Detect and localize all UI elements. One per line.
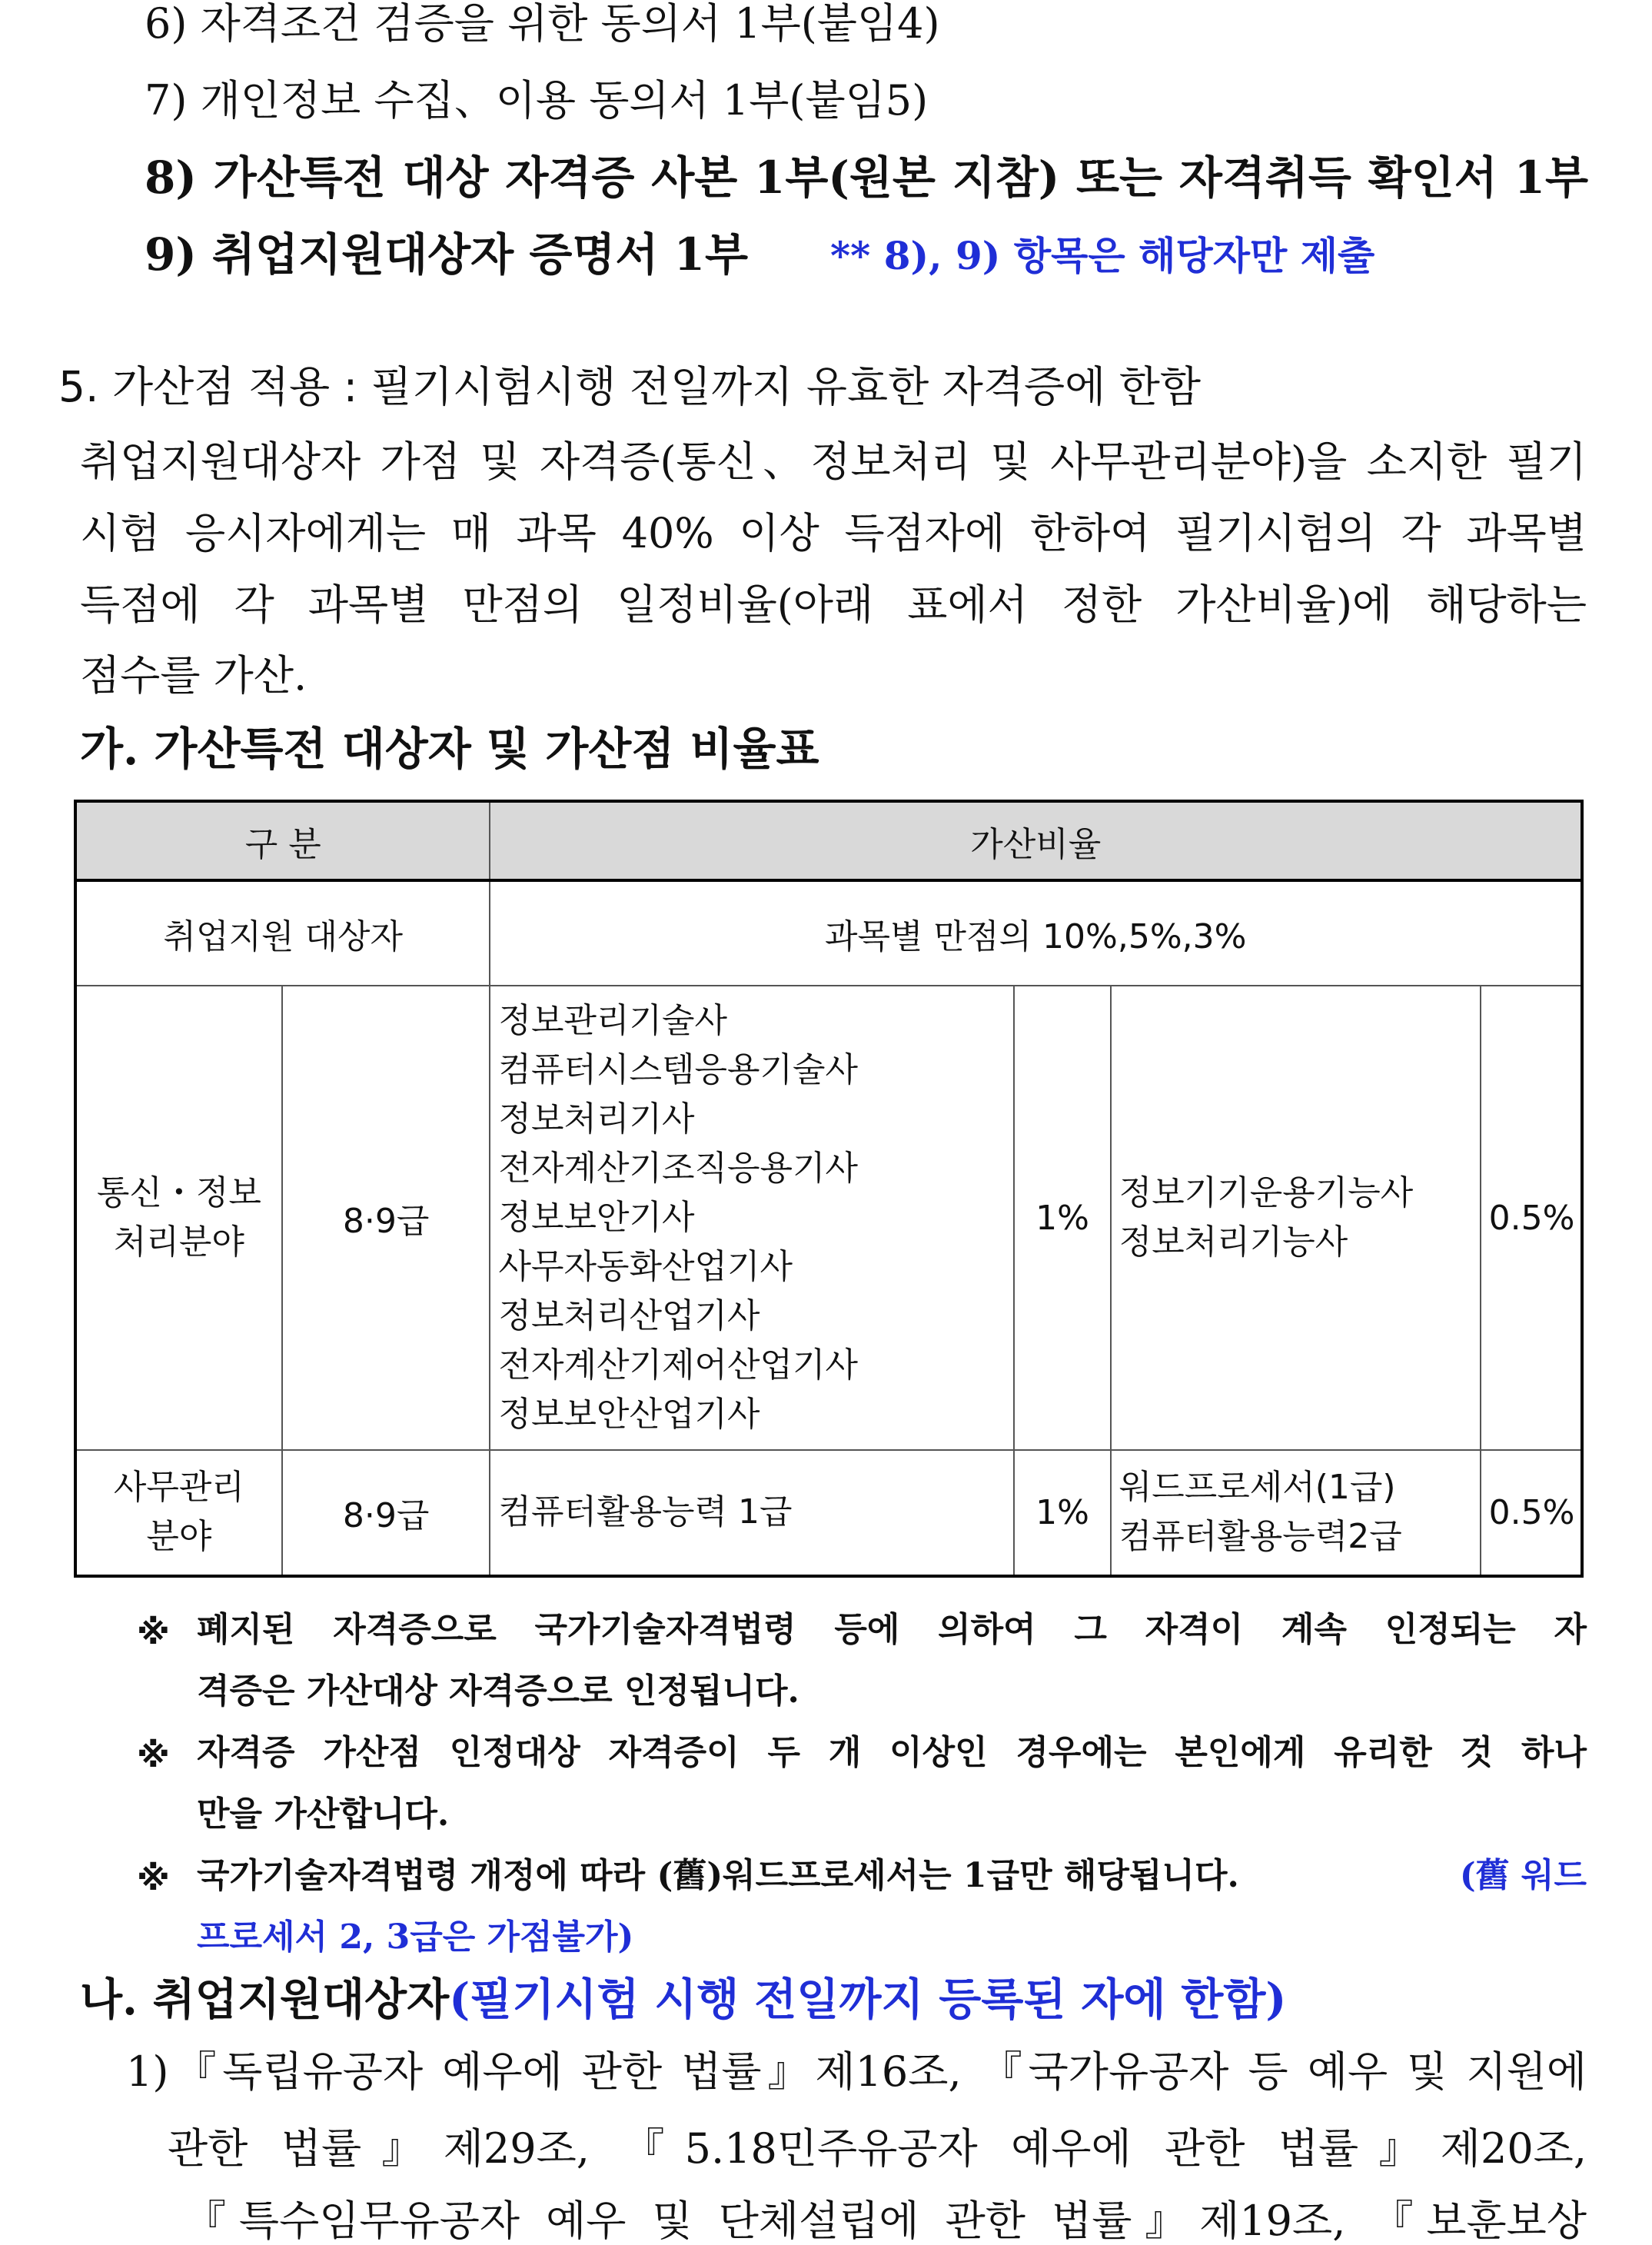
- office-certs-a: 컴퓨터활용능력 1급: [490, 1450, 1014, 1576]
- note-line: 국가기술자격법령 개정에 따라 (舊)워드프로세서는 1급만 해당됩니다. (舊 워드: [197, 1856, 1587, 1895]
- na-item1-line: 1)『독립유공자 예우에 관한 법률』제16조, 『국가유공자 등 예우 및 지원에: [126, 2047, 1587, 2096]
- office-grade: 8·9급: [282, 1450, 490, 1576]
- note-mark: ※: [137, 1736, 170, 1775]
- section5-paragraph-line: 점수를 가산.: [80, 651, 307, 700]
- it-certs-b: 정보기기운용기능사 정보처리기능사: [1111, 986, 1481, 1449]
- section5-paragraph-line: 취업지원대상자 가점 및 자격증(통신、정보처리 및 사무관리분야)을 소지한 필기: [80, 437, 1587, 486]
- it-category: 통신・정보 처리분야: [75, 986, 282, 1449]
- office-category: 사무관리 분야: [75, 1450, 282, 1576]
- na-item1-line: 관한 법률』제29조, 『5.18민주유공자 예우에 관한 법률』제20조,: [168, 2124, 1587, 2173]
- note-mark: ※: [137, 1859, 170, 1898]
- section5-paragraph-line: 시험 응시자에게는 매 과목 40% 이상 득점자에 한하여 필기시험의 각 과목별: [80, 509, 1587, 557]
- it-rate-b: 0.5%: [1481, 986, 1582, 1449]
- employment-label: 취업지원 대상자: [75, 880, 490, 986]
- subsection-ga-heading: 가. 가산특전 대상자 및 가산점 비율표: [80, 723, 819, 775]
- office-certs-b: 워드프로세서(1급) 컴퓨터활용능력2급: [1111, 1450, 1481, 1576]
- table-row: [75, 986, 1582, 1449]
- na-item1-line: 『특수임무유공자 예우 및 단체설립에 관한 법률』제19조, 『보훈보상: [184, 2197, 1587, 2245]
- note-mark: ※: [137, 1613, 170, 1652]
- note-line: 프로세서 2, 3급은 가점불가): [197, 1917, 634, 1957]
- section5-heading: 5. 가산점 적용 : 필기시험시행 전일까지 유효한 자격증에 한함: [58, 362, 1201, 411]
- office-rate-a: 1%: [1014, 1450, 1110, 1576]
- employment-value: 과목별 만점의 10%,5%,3%: [490, 880, 1582, 986]
- section5-paragraph-line: 득점에 각 과목별 만점의 일정비율(아래 표에서 정한 가산비율)에 해당하는: [80, 580, 1587, 629]
- it-grade: 8·9급: [282, 986, 490, 1449]
- header-bonus-ratio: 가산비율: [490, 801, 1582, 880]
- table-header-row: [75, 801, 1582, 880]
- note-line: 격증은 가산대상 자격증으로 인정됩니다.: [197, 1671, 799, 1711]
- note-line: 만을 가산합니다.: [197, 1794, 450, 1834]
- doc-item-9: 9) 취업지원대상자 증명서 1부: [145, 228, 749, 281]
- note-line: 자격증 가산점 인정대상 자격증이 두 개 이상인 경우에는 본인에게 유리한 것 하나: [197, 1733, 1587, 1772]
- note-line: 폐지된 자격증으로 국가기술자격법령 등에 의하여 그 자격이 계속 인정되는 자: [197, 1610, 1587, 1649]
- bonus-ratio-table: [74, 800, 1584, 1578]
- it-certs-a: 정보관리기술사 컴퓨터시스템응용기술사 정보처리기사 전자계산기조직응용기사 정보보안기사 사무자동화산업기사 정보처리산업기사 전자계산기제어산업기사 정보보안산업기사: [490, 986, 1014, 1449]
- header-category: 구 분: [75, 801, 490, 880]
- doc-item-8: 8) 가산특전 대상 자격증 사본 1부(원본 지참) 또는 자격취득 확인서 1부: [145, 151, 1588, 204]
- doc-item-6: 6) 자격조건 검증을 위한 동의서 1부(붙임4): [145, 0, 940, 48]
- office-rate-b: 0.5%: [1481, 1450, 1582, 1576]
- doc-item-9-note: ** 8), 9) 항목은 해당자만 제출: [830, 233, 1375, 278]
- it-rate-a: 1%: [1014, 986, 1110, 1449]
- table-row: [75, 880, 1582, 986]
- subsection-na-heading: 나. 취업지원대상자(필기시험 시행 전일까지 등록된 자에 한함): [80, 1974, 1287, 2025]
- table-row: [75, 1450, 1582, 1576]
- doc-item-7: 7) 개인정보 수집、이용 동의서 1부(붙임5): [145, 76, 929, 125]
